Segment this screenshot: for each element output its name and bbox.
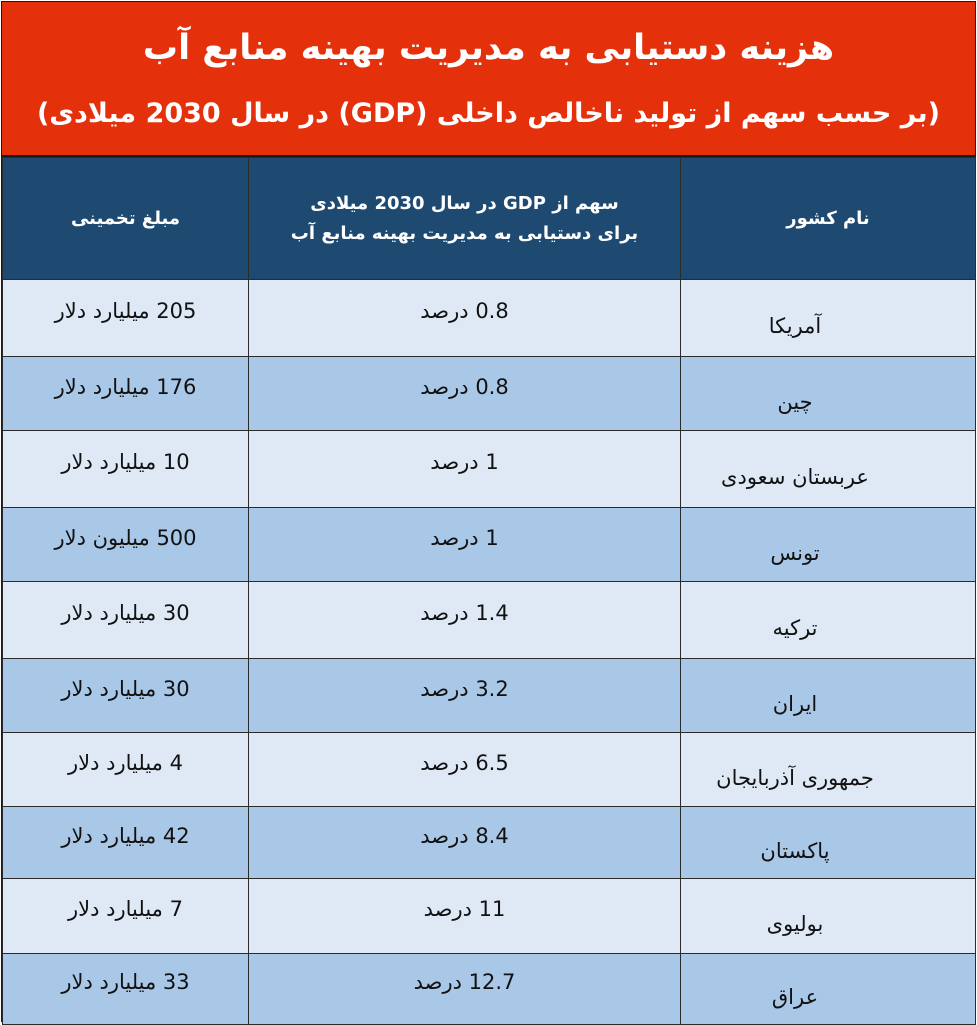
country-cell: چین [681, 357, 976, 431]
infographic-frame [1, 1, 976, 1022]
header-gdp-share [249, 158, 681, 280]
gdp-share-cell: 1 درصد [249, 508, 681, 582]
table-body [3, 280, 976, 1025]
gdp-share-cell: 8.4 درصد [249, 807, 681, 879]
country-cell: آمریکا [681, 280, 976, 357]
table-row [3, 807, 976, 879]
country-cell: ترکیه [681, 582, 976, 659]
amount-cell: 42 میلیارد دلار [3, 807, 249, 879]
country-cell: پاکستان [681, 807, 976, 879]
amount-cell: 500 میلیون دلار [3, 508, 249, 582]
country-cell: ایران [681, 659, 976, 733]
header-gdp-share-line1: سهم از GDP در سال 2030 میلادی [310, 192, 619, 214]
gdp-share-cell: 3.2 درصد [249, 659, 681, 733]
gdp-share-cell: 11 درصد [249, 879, 681, 954]
country-cell: جمهوری آذربایجان [681, 733, 976, 807]
amount-cell: 205 میلیارد دلار [3, 280, 249, 357]
amount-cell: 4 میلیارد دلار [3, 733, 249, 807]
gdp-share-cell: 0.8 درصد [249, 357, 681, 431]
country-cell: بولیوی [681, 879, 976, 954]
amount-cell: 30 میلیارد دلار [3, 582, 249, 659]
table-header [3, 158, 976, 280]
amount-cell: 176 میلیارد دلار [3, 357, 249, 431]
page-title: هزینه دستیابی به مدیریت بهینه منابع آب [142, 28, 835, 68]
gdp-share-cell: 12.7 درصد [249, 954, 681, 1025]
header-country: نام کشور [681, 158, 976, 280]
amount-cell: 30 میلیارد دلار [3, 659, 249, 733]
table-row [3, 431, 976, 508]
table-row [3, 357, 976, 431]
country-cell: عربستان سعودی [681, 431, 976, 508]
page-subtitle: (بر حسب سهم از تولید ناخالص داخلی (GDP) در سال 2030 میلادی) [36, 98, 941, 129]
table-row [3, 582, 976, 659]
gdp-share-cell: 1 درصد [249, 431, 681, 508]
header-estimated-amount: مبلغ تخمینی [3, 158, 249, 280]
table-row [3, 508, 976, 582]
gdp-share-cell: 0.8 درصد [249, 280, 681, 357]
amount-cell: 33 میلیارد دلار [3, 954, 249, 1025]
water-cost-table [2, 157, 976, 1025]
title-banner [2, 2, 975, 157]
table-row [3, 659, 976, 733]
gdp-share-cell: 6.5 درصد [249, 733, 681, 807]
table-row [3, 733, 976, 807]
country-cell: تونس [681, 508, 976, 582]
table-header-row [3, 158, 976, 280]
country-cell: عراق [681, 954, 976, 1025]
table-row [3, 879, 976, 954]
gdp-share-cell: 1.4 درصد [249, 582, 681, 659]
table-row [3, 280, 976, 357]
amount-cell: 10 میلیارد دلار [3, 431, 249, 508]
header-gdp-share-line2: برای دستیابی به مدیریت بهینه منابع آب [290, 222, 639, 244]
amount-cell: 7 میلیارد دلار [3, 879, 249, 954]
table-row [3, 954, 976, 1025]
